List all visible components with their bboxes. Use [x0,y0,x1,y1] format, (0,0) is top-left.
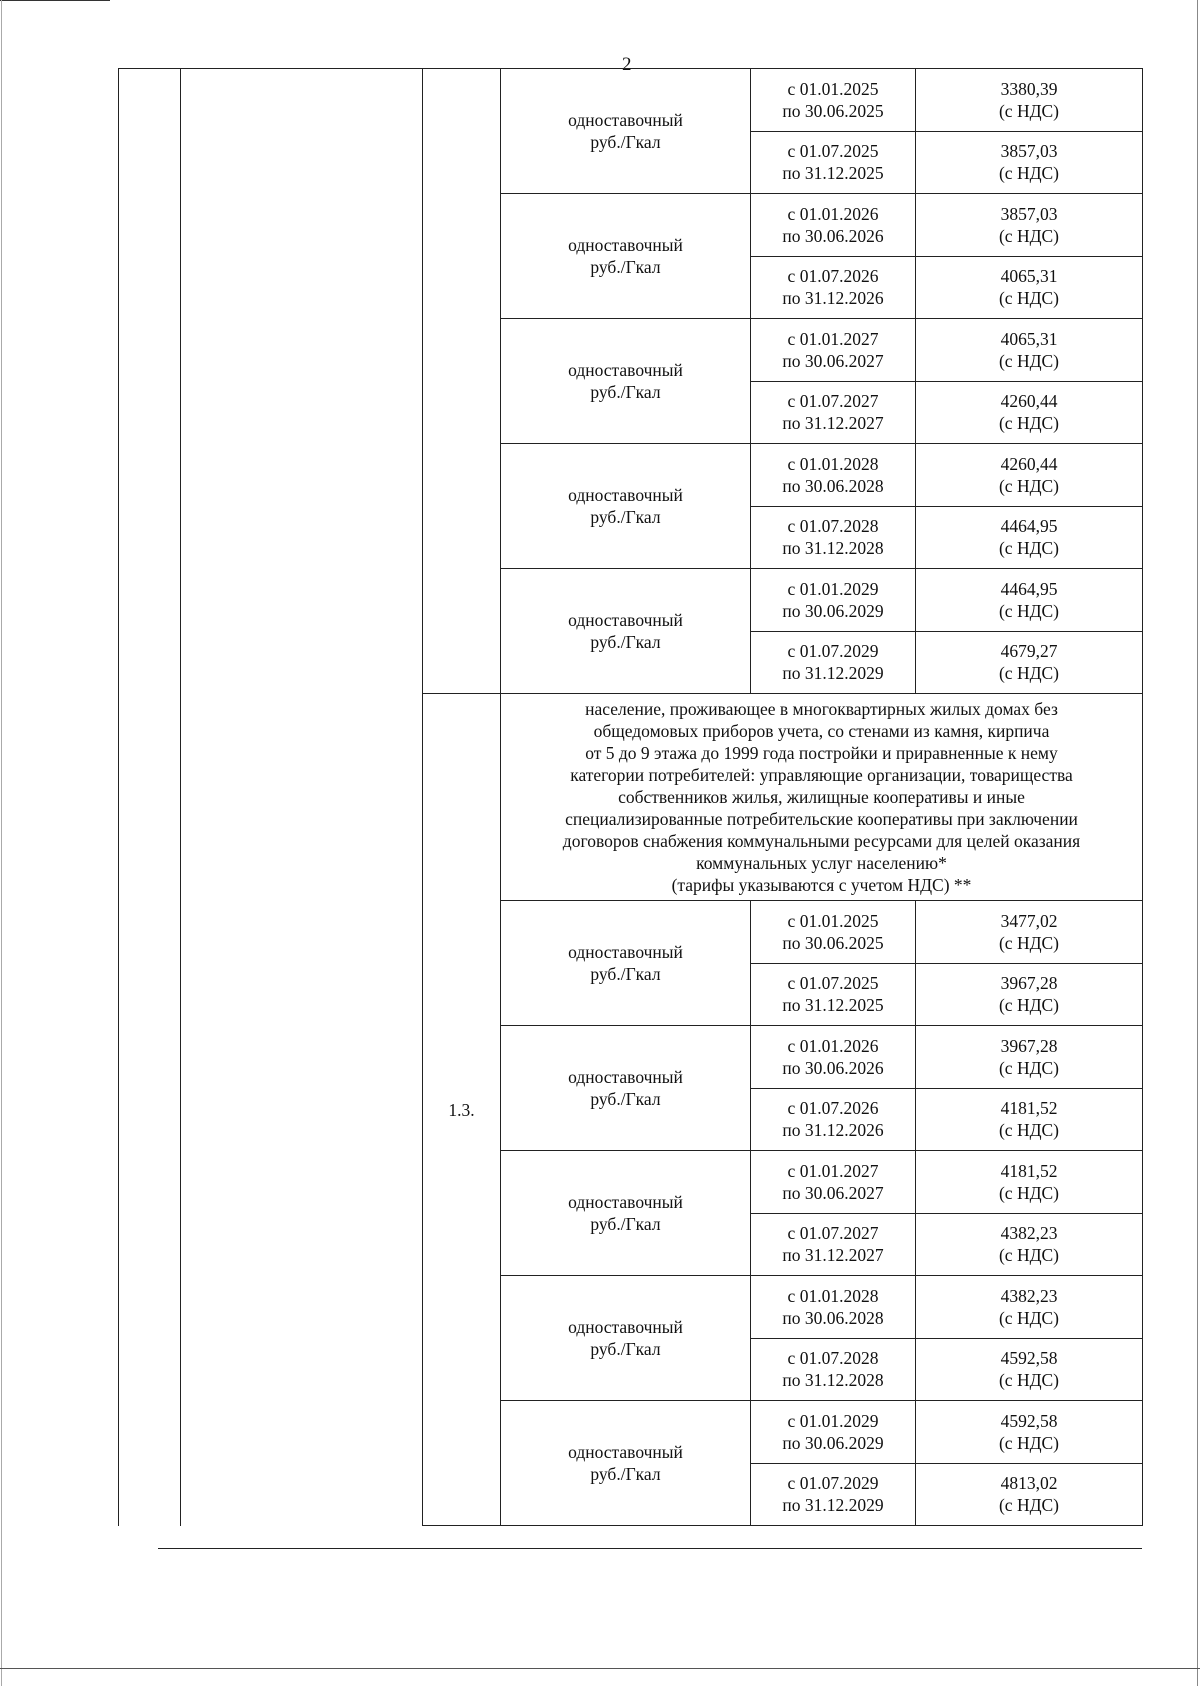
period-cell [751,901,916,964]
scan-edge-right [1197,0,1198,1686]
section-description-line-4: собственников жилья, жилищные кооперативы и иные [618,787,1025,807]
tariff-type-line-1: руб./Гкал [590,257,661,277]
period-line-1: по 30.06.2027 [782,1182,884,1203]
period-line-0: с 01.07.2029 [787,641,879,662]
tariff-type-line-0: одноставочный [568,1442,683,1462]
period-cell [751,1151,916,1214]
outer-column-1 [119,69,181,1526]
table-bottom-border [158,1548,1142,1549]
period-line-0: с 01.01.2026 [787,203,879,224]
tariff-value-line-1: (с НДС) [998,1495,1060,1516]
period-cell [751,1213,916,1276]
section-description-line-2: от 5 до 9 этажа до 1999 года постройки и приравненные к нему [585,743,1058,763]
tariff-row [119,69,1143,132]
tariff-value-line-1: (с НДС) [998,163,1060,184]
section-description-line-5: специализированные потребительские кооперативы при заключении [565,809,1078,829]
tariff-value-line-0: 4260,44 [1000,391,1058,412]
period-line-1: по 31.12.2025 [782,163,884,184]
period-cell [751,381,916,444]
period-line-1: по 30.06.2029 [782,1432,884,1453]
period-cell [751,1276,916,1339]
tariff-value-line-1: (с НДС) [998,100,1060,121]
period-cell [751,194,916,257]
tariff-value-cell [916,1338,1143,1401]
period-line-1: по 31.12.2027 [782,1245,884,1266]
tariff-type-cell [501,901,751,1026]
tariff-value-cell [916,569,1143,632]
period-line-0: с 01.07.2029 [787,1473,879,1494]
section-number: 1.3. [423,694,501,1526]
tariff-type-line-1: руб./Гкал [590,507,661,527]
tariff-value-line-0: 4382,23 [1000,1223,1058,1244]
period-cell [751,1401,916,1464]
section-description-line-3: категории потребителей: управляющие организации, товарищества [570,765,1073,785]
tariff-value-line-1: (с НДС) [998,1245,1060,1266]
period-line-0: с 01.01.2028 [787,1285,879,1306]
period-cell [751,131,916,194]
period-line-1: по 30.06.2026 [782,225,884,246]
period-line-1: по 30.06.2027 [782,350,884,371]
tariff-type-line-1: руб./Гкал [590,1339,661,1359]
scan-edge-left [1,0,2,1686]
tariff-value-line-1: (с НДС) [998,1120,1060,1141]
tariff-value-cell [916,194,1143,257]
tariff-value-line-0: 4592,58 [1000,1348,1058,1369]
tariff-type-line-1: руб./Гкал [590,964,661,984]
tariff-value-line-1: (с НДС) [998,1057,1060,1078]
tariff-value-line-0: 4382,23 [1000,1285,1058,1306]
tariff-type-line-1: руб./Гкал [590,1089,661,1109]
period-line-0: с 01.07.2028 [787,516,879,537]
tariff-value-cell [916,963,1143,1026]
period-line-0: с 01.01.2029 [787,1410,879,1431]
period-cell [751,1088,916,1151]
tariff-value-line-1: (с НДС) [998,600,1060,621]
tariff-value-cell [916,506,1143,569]
section-description-line-7: коммунальных услуг населению* [696,853,947,873]
period-cell [751,1338,916,1401]
tariff-type-line-0: одноставочный [568,942,683,962]
period-line-1: по 30.06.2026 [782,1057,884,1078]
scan-edge-top [0,0,110,1]
period-line-0: с 01.07.2028 [787,1348,879,1369]
section-description [501,694,1143,901]
period-line-0: с 01.07.2027 [787,391,879,412]
tariff-type-cell [501,319,751,444]
period-line-1: по 31.12.2025 [782,995,884,1016]
tariff-value-cell [916,1088,1143,1151]
tariff-value-line-1: (с НДС) [998,1307,1060,1328]
period-cell [751,631,916,694]
period-line-1: по 30.06.2025 [782,932,884,953]
tariff-value-cell [916,1026,1143,1089]
tariff-value-line-1: (с НДС) [998,1370,1060,1391]
section-description-line-1: общедомовых приборов учета, со стенами из камня, кирпича [593,721,1050,741]
tariff-type-line-1: руб./Гкал [590,1464,661,1484]
period-line-0: с 01.01.2028 [787,453,879,474]
period-line-1: по 31.12.2026 [782,288,884,309]
period-line-1: по 30.06.2025 [782,100,884,121]
tariff-type-line-0: одноставочный [568,1067,683,1087]
tariff-value-cell [916,131,1143,194]
tariff-type-line-0: одноставочный [568,360,683,380]
tariff-value-cell [916,69,1143,132]
tariff-value-line-1: (с НДС) [998,350,1060,371]
tariff-value-line-1: (с НДС) [998,1432,1060,1453]
tariff-type-line-1: руб./Гкал [590,632,661,652]
tariff-value-line-0: 4679,27 [1000,641,1058,662]
tariff-value-line-1: (с НДС) [998,225,1060,246]
period-line-1: по 31.12.2029 [782,663,884,684]
outer-column-2 [181,69,423,1526]
tariff-value-line-0: 3477,02 [1000,910,1058,931]
tariff-value-line-0: 4813,02 [1000,1473,1058,1494]
tariff-value-cell [916,444,1143,507]
period-cell [751,319,916,382]
period-line-0: с 01.07.2027 [787,1223,879,1244]
scan-edge-bottom [0,1668,1200,1669]
period-line-1: по 31.12.2028 [782,538,884,559]
tariff-value-cell [916,901,1143,964]
period-line-0: с 01.07.2026 [787,1098,879,1119]
tariff-value-line-0: 4181,52 [1000,1160,1058,1181]
tariff-table [118,68,1143,1526]
tariff-type-cell [501,1401,751,1526]
section-description-line-0: население, проживающее в многоквартирных жилых домах без [585,699,1058,719]
tariff-value-cell [916,631,1143,694]
tariff-value-line-0: 4065,31 [1000,328,1058,349]
period-cell [751,569,916,632]
period-cell [751,963,916,1026]
period-line-0: с 01.01.2026 [787,1035,879,1056]
period-line-1: по 30.06.2028 [782,1307,884,1328]
period-line-0: с 01.01.2025 [787,78,879,99]
section-description-line-8: (тарифы указываются с учетом НДС) ** [671,875,972,895]
tariff-value-cell [916,1463,1143,1526]
tariff-type-cell [501,569,751,694]
tariff-value-line-0: 4464,95 [1000,516,1058,537]
tariff-value-line-0: 4464,95 [1000,578,1058,599]
tariff-value-cell [916,1276,1143,1339]
tariff-value-line-0: 4181,52 [1000,1098,1058,1119]
tariff-type-line-0: одноставочный [568,485,683,505]
tariff-type-cell [501,1151,751,1276]
tariff-value-line-1: (с НДС) [998,932,1060,953]
tariff-value-line-1: (с НДС) [998,995,1060,1016]
period-cell [751,69,916,132]
tariff-type-cell [501,194,751,319]
tariff-value-line-0: 4260,44 [1000,453,1058,474]
tariff-type-cell [501,1026,751,1151]
period-cell [751,1026,916,1089]
period-line-1: по 31.12.2026 [782,1120,884,1141]
tariff-value-line-1: (с НДС) [998,475,1060,496]
tariff-value-line-1: (с НДС) [998,1182,1060,1203]
tariff-type-line-0: одноставочный [568,235,683,255]
period-line-0: с 01.01.2027 [787,328,879,349]
period-cell [751,506,916,569]
period-cell [751,1463,916,1526]
tariff-type-cell [501,69,751,194]
period-line-1: по 31.12.2027 [782,413,884,434]
page-number: 2 [622,54,632,75]
section-description-line-6: договоров снабжения коммунальными ресурсами для целей оказания [562,831,1081,851]
tariff-type-cell [501,1276,751,1401]
period-line-0: с 01.07.2026 [787,266,879,287]
tariff-value-line-0: 3857,03 [1000,141,1058,162]
tariff-type-line-0: одноставочный [568,1192,683,1212]
tariff-value-line-1: (с НДС) [998,413,1060,434]
tariff-value-cell [916,1401,1143,1464]
period-line-0: с 01.01.2025 [787,910,879,931]
tariff-value-cell [916,1213,1143,1276]
tariff-value-line-0: 3857,03 [1000,203,1058,224]
tariff-type-line-1: руб./Гкал [590,382,661,402]
tariff-type-line-0: одноставочный [568,110,683,130]
tariff-table-body [119,69,1143,1526]
period-line-0: с 01.07.2025 [787,973,879,994]
tariff-type-line-0: одноставочный [568,1317,683,1337]
tariff-type-line-1: руб./Гкал [590,1214,661,1234]
tariff-value-cell [916,319,1143,382]
tariff-value-cell [916,381,1143,444]
tariff-type-cell [501,444,751,569]
tariff-value-line-1: (с НДС) [998,538,1060,559]
tariff-value-line-0: 3380,39 [1000,78,1058,99]
period-line-1: по 31.12.2028 [782,1370,884,1391]
period-line-0: с 01.01.2029 [787,578,879,599]
period-cell [751,444,916,507]
tariff-value-line-0: 4065,31 [1000,266,1058,287]
period-line-1: по 30.06.2029 [782,600,884,621]
tariff-value-line-0: 4592,58 [1000,1410,1058,1431]
period-line-1: по 30.06.2028 [782,475,884,496]
period-line-0: с 01.01.2027 [787,1160,879,1181]
tariff-type-line-0: одноставочный [568,610,683,630]
tariff-value-cell [916,256,1143,319]
outer-column-3 [423,69,501,694]
tariff-value-cell [916,1151,1143,1214]
tariff-value-line-1: (с НДС) [998,663,1060,684]
tariff-value-line-1: (с НДС) [998,288,1060,309]
tariff-type-line-1: руб./Гкал [590,132,661,152]
tariff-value-line-0: 3967,28 [1000,1035,1058,1056]
tariff-value-line-0: 3967,28 [1000,973,1058,994]
period-line-0: с 01.07.2025 [787,141,879,162]
period-line-1: по 31.12.2029 [782,1495,884,1516]
period-cell [751,256,916,319]
